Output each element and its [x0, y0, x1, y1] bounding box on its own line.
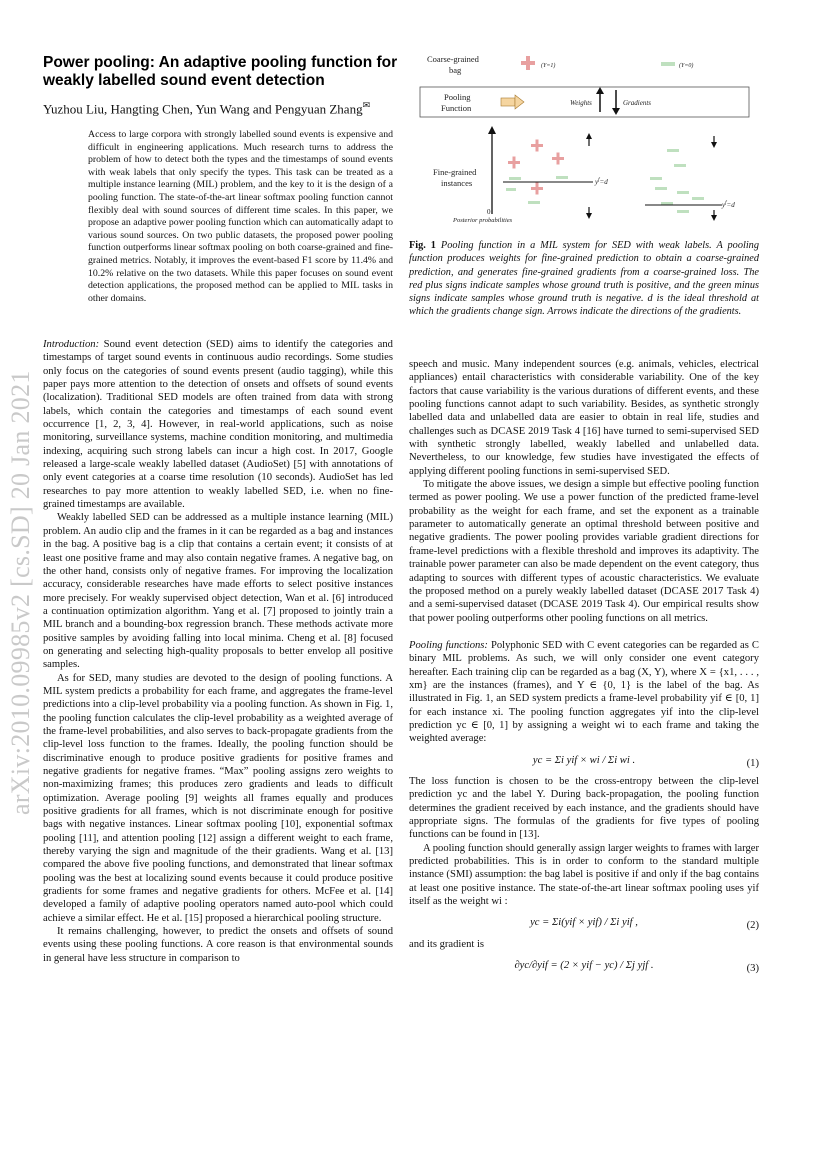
threshold-label-negative: $y^f=d$ [722, 201, 735, 209]
paragraph: Weakly labelled SED can be addressed as a multiple instance learning (MIL) problem. An audio clip and the frames in it can be regarded as a bag and instances in the bag. A positive bag is a clip that contains a certain event; it consists of at least one positive frame and may also contain negative frames. A negative bag, on the other hand, consists only of negative frames. For improving the localization accuracy, considerable researches have made efforts to select positive instances more precisely. For weakly supervised object detection, Wan et al. [6] introduced a continuation optimization algorithm. Yang et al. [7] proposed to jointly train a MIL branch and a bounding-box regression branch. These methods activate more positive samples by avoiding falling into local minima. Cheng et al. [8] focused on generating and selecting high-quality proposals to better envelop all positive samples. [43, 512, 393, 671]
pooling-label-line1: Pooling [444, 92, 471, 102]
equation-1 [409, 754, 759, 767]
minus-icon [667, 149, 679, 152]
posterior-axis [488, 126, 496, 214]
plus-icon [552, 153, 564, 165]
posterior-label: Posterior probabilities [453, 217, 513, 224]
minus-icon [509, 177, 521, 180]
coarse-plus-icon [521, 56, 535, 70]
paragraph [43, 338, 393, 511]
paragraph-text: Sound event detection (SED) aims to identify the categories and timestamps of target sound events in continuous audio recordings. Some studies only focus on the categories of sound events present (audio tagging), while this paper pays more attention to the detection of onsets and offsets of sound events (localization). Traditional SED models are often trained from data with strong labels, which contain the categories and timestamps of each sound event occurrence [1, 2, 3, 4]. However, in real-world applications, such as noise monitoring, surveillance systems, machine condition monitoring, and multimedia indexing, acquiring such strong labels can incur a high cost. In 2017, Google released a large-scale weakly labelled dataset (AudioSet) [5] with annotations of only event categories at a coarse time resolution (10 seconds). AudioSet has led researches to pay more attention to weakly labelled SED, i.e. when no fine-grained timestamps are available. [43, 339, 393, 511]
down-arrow-icon [711, 136, 717, 148]
paper-title: Power pooling: An adaptive pooling function for weakly labelled sound event detection [43, 54, 398, 89]
section-heading: Pooling functions: [409, 639, 488, 651]
figure-caption [409, 239, 759, 319]
minus-icon [677, 191, 689, 194]
plus-icon [508, 157, 520, 169]
paragraph: To mitigate the above issues, we design a simple but effective pooling function termed as power pooling. We use a power function of the predicted frame-level probability as the weight for each frame, and set the exponent as a trainable parameter to automatically generate an optimal threshold between positive and negative gradients. The power pooling provides variable gradient directions for frame-level predictions with a flexible threshold and improves its adaptivity. The trainable power parameter can also be made dependent on the event category, thus adapting to sources with different types of acoustic characteristics. We evaluate the proposed method on a purely weakly labelled dataset (DCASE 2017 Task 4) and a semi-supervised dataset (DCASE 2019 Task 4). Our empirical results show that power pooling outperforms other pooling functions on all metrics. [409, 479, 759, 624]
minus-icon [528, 201, 540, 204]
minus-icon [506, 188, 516, 191]
arxiv-identifier: arXiv:2010.09985v2 [cs.SD] 20 Jan 2021 [6, 370, 35, 815]
envelope-icon: ✉ [362, 100, 371, 110]
plus-icon [531, 140, 543, 152]
coarse-minus-icon [661, 62, 675, 66]
axis-zero: 0 [487, 208, 491, 216]
label-y0: (Y=0) [679, 63, 694, 69]
paragraph: As for SED, many studies are devoted to the design of pooling functions. A MIL system predicts a probability for each frame, and aggregates the frame-level predictions into a clip-level probability via a pooling function. As shown in Fig. 1, the pooling function calculates the clip-level probability as a weighted average of the frame-level probabilities, and also serves to back-propagate gradients from the clip-level loss function to the frames. Ideally, the pooling function should be discriminative enough to produce positive gradients for positive frames and negative gradients for negative frames. “Max” pooling assigns zero weights to non-maximizing frames; this produces zero gradients and leads to difficult optimization. Average pooling [9] weights all frames equally and produces positive gradients for all frames, which is not discriminate enough for positive bags with negative instances. Linear softmax pooling [10], exponential softmax pooling [11], and attention pooling [12] assign a different weight to each frame, thereby varying the sign and magnitude of the their gradients. Wang et al. [13] compared the above five pooling functions, and demonstrated that linear softmax pooling was the best at localizing sound events because it could produce positive gradients for some frames and negative gradients for others. McFee et al. [14] developed a family of adaptive pooling operators named auto-pool which could achieve a similar effect. He et al. [15] proposed a hierarchical pooling structure. [43, 672, 393, 924]
caption-text: Pooling function in a MIL system for SED with weak labels. A pooling function produces weights for fine-grained prediction to obtain a coarse-grained prediction, and generates fine-grained gradients from a coarse-grained loss. The red plus signs indicate samples whose ground truth is positive, and the green minus signs indicate samples whose ground truth is negative. d is the ideal threshold at which the gradients change sign. Arrows indicate the directions of the gradients. [409, 240, 759, 318]
paragraph: A pooling function should generally assign larger weights to frames with larger predicted probabilities. This is in order to conform to the standard multiple instance (SMI) assumption: the bag label is positive if and only if the bag contains at least one positive instance. The state-of-the-art linear softmax pooling uses yif itself as the weight wi : [409, 842, 759, 908]
paragraph [409, 639, 759, 746]
pooling-label-line2: Function [441, 103, 472, 113]
minus-icon [677, 210, 689, 213]
equation-number: (1) [746, 757, 759, 769]
minus-icon [692, 197, 704, 200]
equation-body: yc = Σi(yif × yif) / Σi yif , [530, 917, 638, 929]
left-column [43, 338, 393, 965]
equation-number: (2) [746, 920, 759, 932]
minus-icon [650, 177, 662, 180]
minus-icon [674, 164, 686, 167]
coarse-label-line1: Coarse-grained [427, 54, 479, 64]
caption-label: Fig. 1 [409, 240, 436, 251]
label-y1: (Y=1) [541, 63, 556, 69]
paragraph: speech and music. Many independent sources (e.g. animals, vehicles, electrical appliances) entail characteristics with considerable variability. One of the key factors that cause variability is the various durations of different events, and these pooling functions cannot adapt to such variability. Besides, as synthetic strongly labelled data and unlabelled data are easier to obtain in real life, studies and challenges such as DCASE 2019 Task 4 [16] have turned to semi-supervised SED with synthetic strongly labelled, weakly labelled and unlabelled data. Nevertheless, to our knowledge, few studies have investigated the effects of applying different pooling functions in semi-supervised SED. [409, 359, 759, 477]
paragraph-text: Polyphonic SED with C event categories can be regarded as C binary MIL problems. As such, we will only consider one event category hereafter. Each training clip can be regarded as a bag (X, Y), where X = {x1, . . . , xm} are the instances (frames), and Y ∈ {0, 1} is the label of the bag. As illustrated in Fig. 1, an SED system predicts a frame-level probability yif ∈ [0, 1] for each instance xi. The pooling function aggregates yif into the clip-level prediction yc ∈ [0, 1] by assigning a weight wi to each frame and taking the weighted average: [409, 639, 759, 745]
author-list [43, 97, 403, 117]
down-arrow-icon [586, 207, 592, 219]
down-arrow-icon [711, 210, 717, 221]
equation-body: ∂yc/∂yif = (2 × yif − yc) / Σj yjf . [514, 960, 654, 972]
paragraph: It remains challenging, however, to predict the onsets and offsets of sound events using these pooling functions. A core reason is that environmental sounds in general have less structure in comparison to [43, 926, 393, 964]
weights-label: Weights [570, 99, 592, 107]
equation-2 [409, 916, 759, 932]
right-column [409, 358, 759, 980]
fine-label-line2: instances [441, 178, 473, 188]
gradients-label: Gradients [623, 99, 651, 107]
fine-label-line1: Fine-grained [433, 167, 477, 177]
figure-1 [409, 50, 759, 228]
plus-icon [531, 183, 543, 195]
up-arrow-icon [586, 133, 592, 146]
section-heading: Introduction: [43, 339, 100, 350]
equation-number: (3) [746, 963, 759, 975]
threshold-label-positive: $y^f=d$ [595, 178, 608, 186]
positive-bag-instances [506, 140, 568, 205]
equation-3 [409, 959, 759, 975]
equation-body: yc = Σi yif × wi / Σi wi . [532, 754, 636, 766]
paragraph: The loss function is chosen to be the cross-entropy between the clip-level prediction yc and the label Y. During back-propagation, the pooling function determines the gradient received by each instance, and the gradients should have appropriate signs. The formulas of the gradients for five types of pooling functions can be found in [13]. [409, 775, 759, 841]
coarse-label-line2: bag [449, 65, 462, 75]
minus-icon [655, 187, 667, 190]
author-names: Yuzhou Liu, Hangting Chen, Yun Wang and Pengyuan Zhang [43, 101, 363, 117]
abstract: Access to large corpora with strongly labelled sound events is expensive and difficult in engineering applications. Much research turns to address the problem of how to detect both the types and the timestamps of sound events with weak labels that only specify the types. This task can be treated as a multiple instance learning (MIL) problem, and the key to it is the design of a pooling function. The state-of-the-art linear softmax pooling function cannot flexibly deal with sound sources of different time scales. In this paper, we propose an adaptive power pooling function which can automatically adapt to various sound sources. On two public datasets, the proposed power pooling function outperforms linear softmax pooling on both coarse-grained and fine-grained metrics. Notably, it improves the event-based F1 score by 11.4% and 10.2% relative on the two datasets. While this paper focuses on sound event detection applications, the proposed method can be applied to MIL tasks in other domains. [88, 129, 393, 304]
negative-bag-instances [650, 149, 704, 213]
paragraph: and its gradient is [409, 938, 485, 950]
minus-icon [556, 176, 568, 179]
